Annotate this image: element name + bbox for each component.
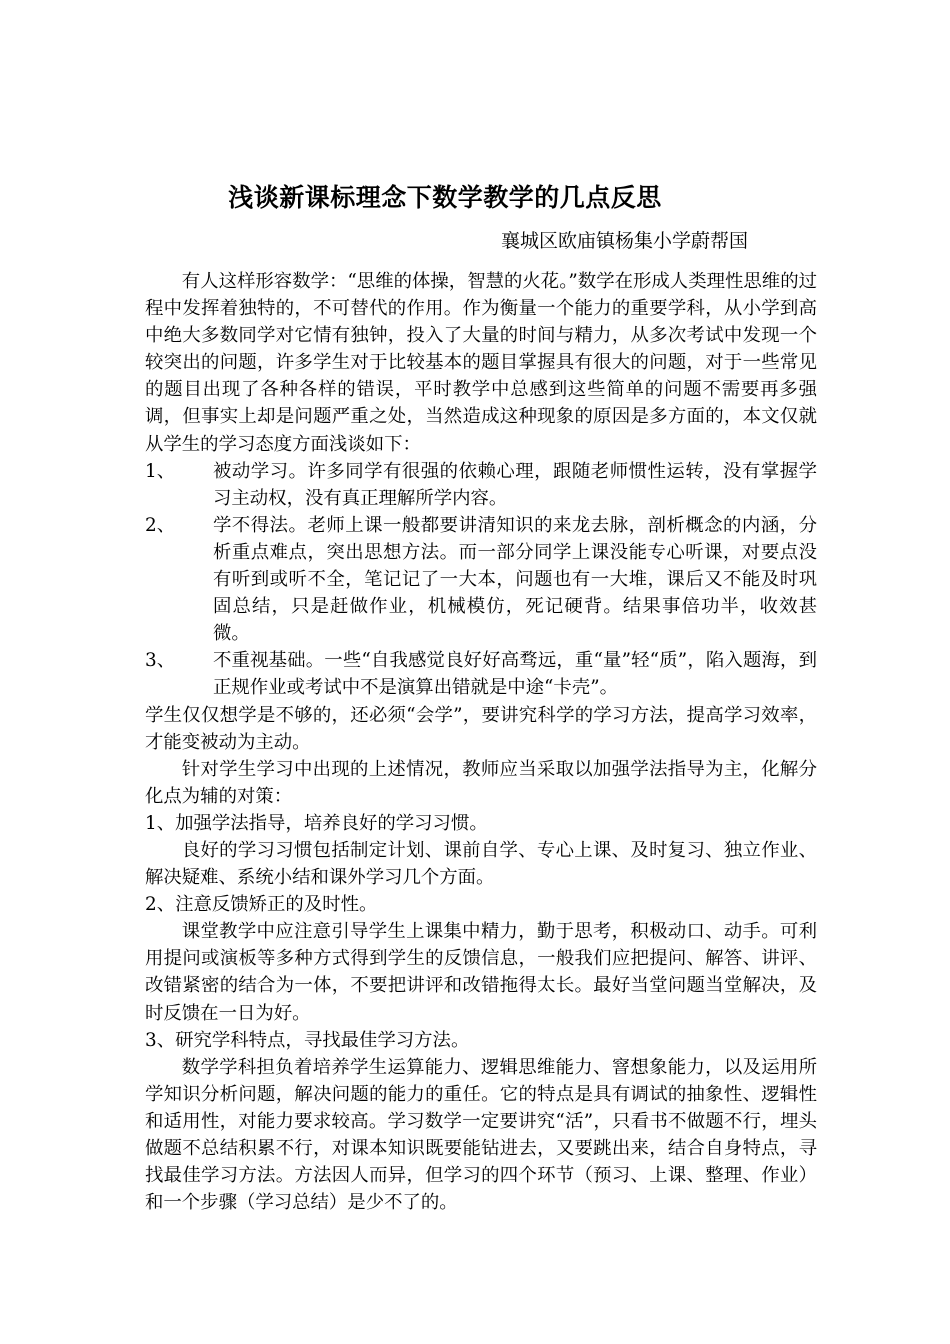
list-item-number: 3、 [145,650,176,672]
section-paragraph: 数学学科担负着培养学生运算能力、逻辑思维能力、窨想象能力，以及运用所学知识分析问题，解决问题的能力的重任。它的特点是具有调试的抽象性、逻辑性和适用性，对能力要求较高。学习数学一定要讲究“活”，只看书不做题不行，埋头做题不总结积累不行，对课本知识既要能钻进去，又要跳出来，结合自身特点，寻找最佳学习方法。方法因人而异，但学习的四个环节（预习、上课、整理、作业）和一个步骤（学习总结）是少不了的。 [145,1056,817,1214]
list-item-number: 1、 [145,460,176,482]
list-item-text [213,647,817,701]
list-item [145,647,817,701]
summary-paragraph: 学生仅仅想学是不够的，还必须“会学”，要讲究科学的学习方法，提高学习效率，才能变被动为主动。 [145,704,817,753]
intro-paragraph: 有人这样形容数学：“思维的体操，智慧的火花。”数学在形成人类理性思维的过程中发挥着独特的，不可替代的作用。作为衡量一个能力的重要学科，从小学到高中绝大多数同学对它情有独钟，投入了大量的时间与精力，从多次考试中发现一个较突出的问题，许多学生对于比较基本的题目掌握具有很大的问题，对于一些常见的题目出现了各种各样的错误，平时教学中总感到这些简单的问题不需要再多强调，但事实上却是问题严重之处，当然造成这种现象的原因是多方面的，本文仅就从学生的学习态度方面浅谈如下： [145,271,817,455]
strategy-intro-paragraph: 针对学生学习中出现的上述情况，教师应当采取以加强学法指导为主，化解分化点为辅的对策： [145,758,817,807]
list-item-text [213,512,817,647]
section-paragraph: 课堂教学中应注意引导学生上课集中精力，勤于思考，积极动口、动手。可利用提问或演板等多种方式得到学生的反馈信息，一般我们应把提问、解答、讲评、改错紧密的结合为一体，不要把讲评和改错拖得太长。最好当堂问题当堂解决，及时反馈在一日为好。 [145,921,817,1024]
list-item [145,512,817,647]
document-author: 襄城区欧庙镇杨集小学蔚帮国 [500,230,748,252]
list-item-number: 2、 [145,514,176,536]
section-heading: 1、加强学法指导，培养良好的学习习惯。 [145,812,488,834]
document-title: 浅谈新课标理念下数学教学的几点反思 [228,183,662,212]
document-body [145,268,817,1216]
list-item [145,458,817,512]
list-item-text-content: 学不得法。老师上课一般都要讲清知识的来龙去脉，剖析概念的内涵，分析重点难点，突出思想方法。而一部分同学上课没能专心听课，对要点没有听到或听不全，笔记记了一大本，问题也有一大堆，课后又不能及时巩固总结，只是赶做作业，机械模仿，死记硬背。结果事倍功半，收效甚微。 [213,514,817,645]
section-paragraph: 良好的学习习惯包括制定计划、课前自学、专心上课、及时复习、独立作业、解决疑难、系统小结和课外学习几个方面。 [145,839,817,889]
list-item-text-content: 被动学习。许多同学有很强的依赖心理，跟随老师惯性运转，没有掌握学习主动权，没有真正理解所学内容。 [213,460,817,509]
section-heading: 3、研究学科特点，寻找最佳学习方法。 [145,1029,470,1051]
section-heading: 2、注意反馈矫正的及时性。 [145,894,378,916]
list-item-text [213,458,817,512]
list-item-text-content: 不重视基础。一些“自我感觉良好好高骛远，重“量”轻“质”，陷入题海，到正规作业或考试中不是演算出错就是中途“卡壳”。 [213,650,817,699]
